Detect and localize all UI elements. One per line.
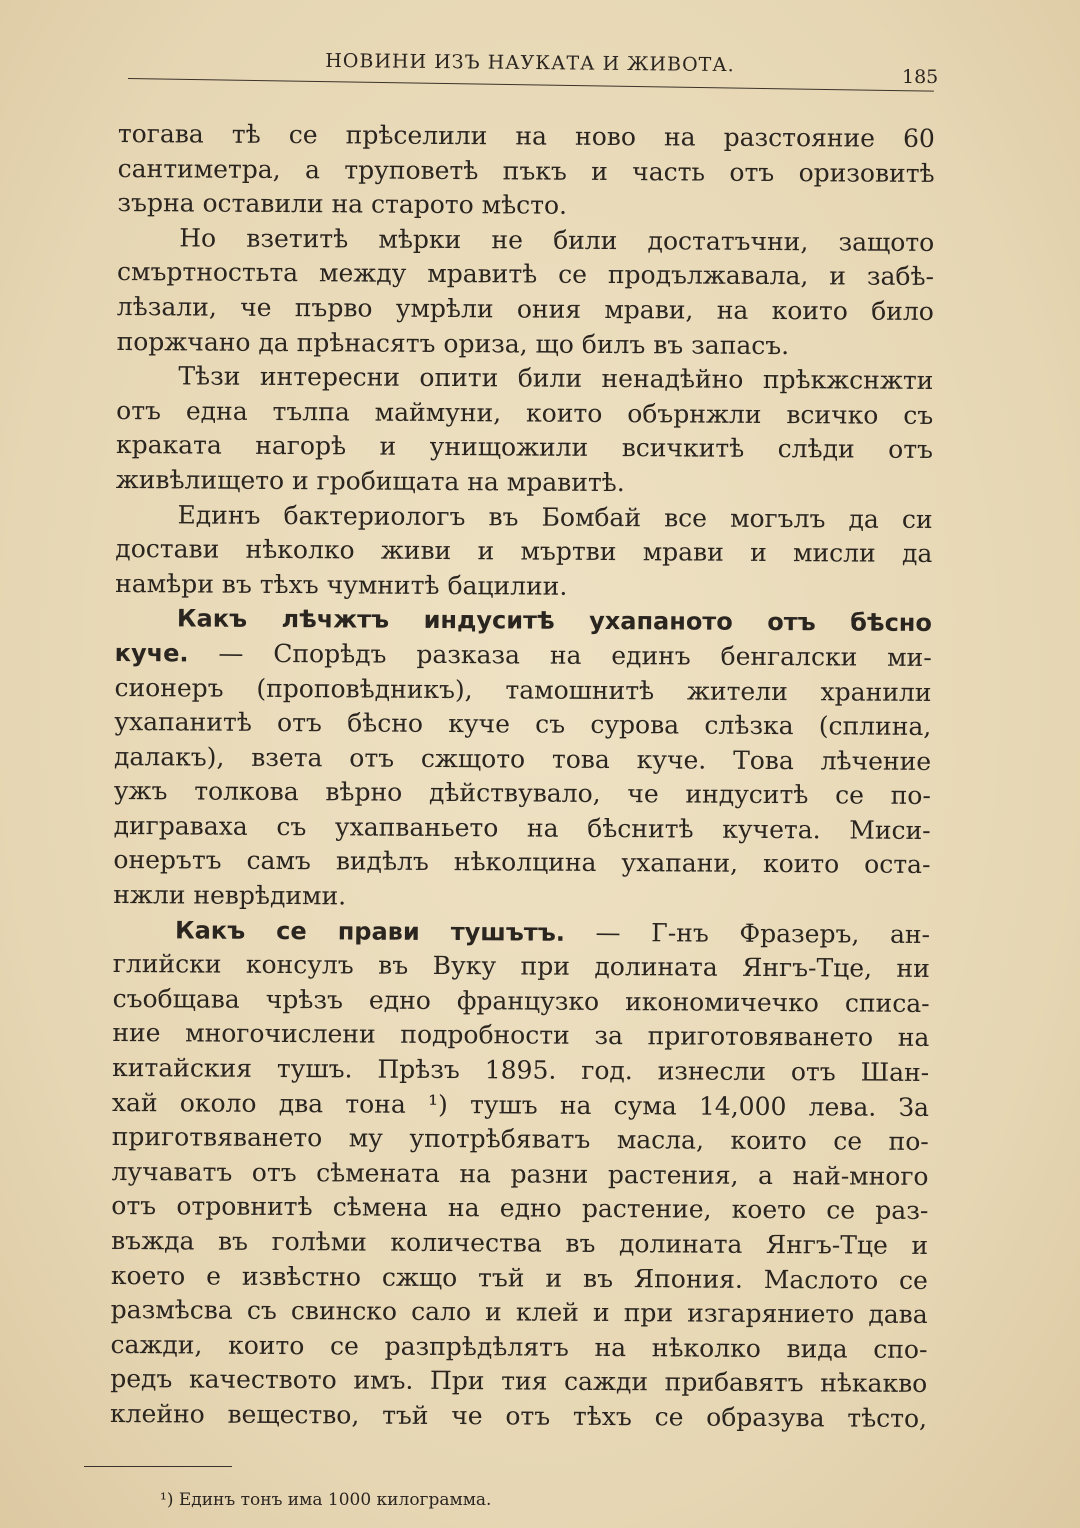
text-run: смъртностьта между мравитѣ се продължавала, и забѣ- bbox=[116, 257, 935, 292]
text-line bbox=[113, 843, 930, 883]
text-run: ухапанитѣ отъ бѣсно куче съ сурова слѣзка (сплина, bbox=[114, 707, 932, 742]
text-line bbox=[113, 878, 930, 918]
page-number: 185 bbox=[902, 66, 939, 88]
text-line bbox=[116, 359, 933, 399]
paragraph bbox=[115, 498, 933, 607]
text-line bbox=[114, 774, 931, 814]
text-line bbox=[115, 567, 932, 607]
text-run: сионеръ (проповѣдникъ), тамошнитѣ жители хранили bbox=[114, 672, 932, 707]
text-run: глийски консулъ въ Вуку при долината Янгъ-Тце, ни bbox=[112, 949, 930, 984]
text-run: нжли неврѣдими. bbox=[113, 880, 347, 911]
text-run: краката нагорѣ и унищожили всичкитѣ слѣди отъ bbox=[115, 430, 934, 465]
text-line bbox=[117, 221, 934, 261]
text-line bbox=[113, 982, 930, 1022]
text-line bbox=[118, 117, 935, 157]
text-line bbox=[111, 1189, 928, 1229]
text-line bbox=[114, 705, 931, 745]
text-line bbox=[112, 1086, 929, 1126]
text-run: съобщава чрѣзъ едно французко икономичечко списа- bbox=[112, 983, 930, 1018]
text-run: сажди, които се разпрѣдѣлятъ на нѣколко вида спо- bbox=[110, 1329, 928, 1364]
text-run: диграваха съ ухапваньето на бѣснитѣ кучета. Миси- bbox=[113, 810, 931, 845]
paragraph bbox=[117, 221, 935, 364]
text-line bbox=[112, 1016, 929, 1056]
text-line bbox=[115, 532, 932, 572]
text-run: зърна оставили на старото мѣсто. bbox=[117, 188, 568, 220]
text-line bbox=[110, 1328, 927, 1368]
text-line bbox=[118, 152, 935, 192]
text-line bbox=[116, 463, 933, 503]
text-line bbox=[115, 498, 932, 538]
body-text bbox=[110, 117, 935, 1437]
text-run: намѣри въ тѣхъ чумнитѣ бацилии. bbox=[115, 568, 568, 601]
text-line bbox=[113, 913, 930, 953]
text-line bbox=[117, 255, 934, 295]
section-heading: Какъ лѣчжтъ индуситѣ ухапаното отъ бѣсно bbox=[176, 604, 933, 638]
text-run: хай около два тона ¹) тушъ на сума 14,000 лева. За bbox=[111, 1087, 930, 1122]
text-run: отъ отровнитѣ сѣмена на едно растение, което се раз- bbox=[111, 1191, 929, 1226]
text-line bbox=[115, 636, 932, 676]
text-run: живѣлището и гробищата на мравитѣ. bbox=[115, 464, 625, 498]
text-line bbox=[110, 1362, 927, 1402]
text-run: Тѣзи интересни опити били ненадѣйно прѣкжснжти bbox=[178, 361, 934, 396]
text-line bbox=[114, 809, 931, 849]
text-line bbox=[112, 1120, 929, 1160]
text-run: далакъ), взета отъ сжщото това куче. Това лѣчение bbox=[114, 741, 932, 776]
paragraph bbox=[110, 913, 930, 1437]
text-run: тогава тѣ се прѣселили на ново на разстояние 60 bbox=[117, 118, 935, 153]
text-run: достави нѣколко живи и мъртви мрави и мисли да bbox=[115, 534, 933, 569]
text-line bbox=[111, 1224, 928, 1264]
paragraph bbox=[113, 601, 932, 917]
text-run: онерътъ самъ видѣлъ нѣколцина ухапани, които оста- bbox=[113, 845, 931, 880]
text-run: отъ една тълпа маймуни, които обърнжли всичко съ bbox=[116, 395, 934, 430]
text-run: сантиметра, а труповетѣ пъкъ и часть отъ оризовитѣ bbox=[117, 153, 935, 188]
text-run: приготвяването му употрѣбяватъ масла, които се по- bbox=[111, 1122, 929, 1157]
text-run: китайския тушъ. Прѣзъ 1895. год. изнесли отъ Шан- bbox=[112, 1053, 930, 1088]
text-run: лучаватъ отъ сѣмената на разни растения, а най-много bbox=[111, 1156, 929, 1191]
text-line bbox=[111, 1155, 928, 1195]
text-line bbox=[117, 290, 934, 330]
text-line bbox=[112, 1051, 929, 1091]
text-line bbox=[110, 1397, 927, 1437]
text-line bbox=[117, 186, 934, 226]
text-run: ние многочислени подробности за приготовяването на bbox=[112, 1018, 930, 1053]
text-line bbox=[117, 325, 934, 365]
running-title: НОВИНИ ИЗЪ НАУКАТА И ЖИВОТА. bbox=[325, 49, 735, 77]
text-run: Единъ бактериологъ въ Бомбай все могълъ да си bbox=[177, 499, 933, 534]
text-run: лѣзали, че първо умрѣли ония мрави, на които било bbox=[116, 291, 934, 326]
text-run: размѣсва съ свинско сало и клей и при изгарянието дава bbox=[110, 1295, 928, 1330]
text-line bbox=[111, 1293, 928, 1333]
text-line bbox=[113, 947, 930, 987]
text-run: Но взетитѣ мѣрки не били достатъчни, защото bbox=[179, 223, 935, 257]
footnote-rule bbox=[84, 1466, 232, 1467]
text-run: ужъ толкова вѣрно дѣйствувало, че индуситѣ се по- bbox=[113, 776, 931, 811]
text-line bbox=[115, 601, 932, 641]
text-line bbox=[116, 428, 933, 468]
paragraph bbox=[117, 117, 935, 226]
section-heading: Какъ се прави тушътъ. bbox=[174, 916, 566, 947]
text-run: редъ качеството имъ. При тия сажди прибавятъ нѣкакво bbox=[110, 1364, 928, 1399]
text-run: поржчано да прѣнасятъ ориза, що билъ въ запасъ. bbox=[116, 326, 790, 360]
text-line bbox=[114, 670, 931, 710]
text-line bbox=[114, 740, 931, 780]
text-line bbox=[111, 1259, 928, 1299]
text-run: — Спорѣдъ разказа на единъ бенгалски ми- bbox=[188, 638, 932, 672]
text-line bbox=[116, 394, 933, 434]
text-run: което е извѣстно сжщо тъй и въ Япония. Маслото се bbox=[110, 1260, 928, 1295]
text-run: въжда въ голѣми количества въ долината Янгъ-Тце и bbox=[111, 1225, 929, 1260]
text-run: — Г-нъ Фразеръ, ан- bbox=[564, 917, 931, 949]
header-rule bbox=[128, 78, 934, 92]
section-heading: куче. bbox=[114, 638, 189, 668]
paragraph bbox=[116, 359, 934, 502]
footnote: ¹) Единъ тонъ има 1000 килограмма. bbox=[160, 1490, 492, 1510]
text-run: клейно вещество, тъй че отъ тѣхъ се образува тѣсто, bbox=[109, 1398, 928, 1433]
